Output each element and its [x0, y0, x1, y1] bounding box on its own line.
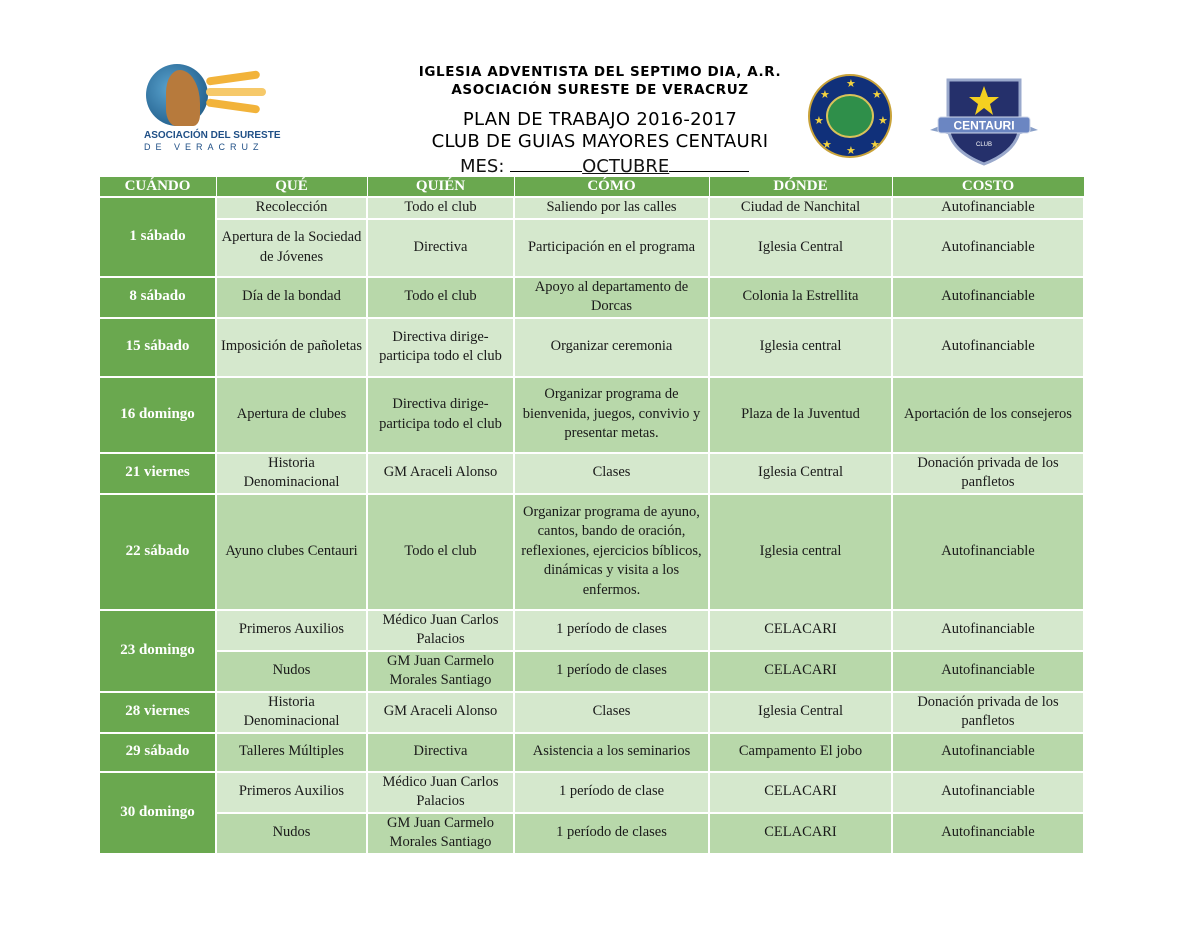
church-title: IGLESIA ADVENTISTA DEL SEPTIMO DIA, A.R. [418, 64, 782, 80]
flame-ray [206, 98, 261, 113]
cell-que: Ayuno clubes Centauri [216, 494, 367, 610]
cell-donde: Campamento El jobo [709, 733, 892, 772]
cell-costo: Autofinanciable [892, 733, 1084, 772]
table-row [99, 494, 1084, 610]
cell-costo: Autofinanciable [892, 318, 1084, 377]
day-cell: 28 viernes [99, 692, 216, 733]
cell-que: Historia Denominacional [216, 453, 367, 494]
table-row [99, 197, 1084, 219]
cell-donde: Iglesia central [709, 494, 892, 610]
cell-como: Organizar programa de bienvenida, juegos, convivio y presentar metas. [514, 377, 709, 453]
cell-costo: Autofinanciable [892, 219, 1084, 277]
centauri-shield-icon [926, 74, 1042, 166]
cell-como: 1 período de clases [514, 813, 709, 854]
cell-donde: CELACARI [709, 772, 892, 813]
cell-donde: CELACARI [709, 651, 892, 692]
cell-quien: Todo el club [367, 494, 514, 610]
star-icon: ★ [870, 139, 880, 151]
cell-que: Apertura de la Sociedad de Jóvenes [216, 219, 367, 277]
cell-costo: Autofinanciable [892, 651, 1084, 692]
cell-que: Primeros Auxilios [216, 772, 367, 813]
cell-donde: Iglesia central [709, 318, 892, 377]
month-line [460, 153, 749, 177]
cell-quien: Todo el club [367, 197, 514, 219]
cell-como: 1 período de clase [514, 772, 709, 813]
table-row [99, 733, 1084, 772]
cell-quien: Médico Juan Carlos Palacios [367, 610, 514, 651]
day-cell: 1 sábado [99, 197, 216, 277]
month-value: OCTUBRE [582, 156, 670, 177]
header-donde: DÓNDE [709, 177, 892, 198]
table-row [99, 277, 1084, 318]
cell-como: Organizar ceremonia [514, 318, 709, 377]
table-header-row [99, 177, 1084, 198]
header-cuando: CUÁNDO [99, 177, 216, 198]
cell-como: 1 período de clases [514, 610, 709, 651]
cell-quien: Directiva [367, 219, 514, 277]
table-row [99, 318, 1084, 377]
pathfinder-emblem-icon [808, 74, 892, 158]
star-icon: ★ [878, 115, 888, 127]
table-row [99, 610, 1084, 651]
cell-como: Saliendo por las calles [514, 197, 709, 219]
cell-quien: Directiva dirige-participa todo el club [367, 318, 514, 377]
schedule-table [98, 176, 1085, 855]
table-row [99, 772, 1084, 813]
cell-como: Participación en el programa [514, 219, 709, 277]
cell-quien: Directiva dirige-participa todo el club [367, 377, 514, 453]
cell-donde: Colonia la Estrellita [709, 277, 892, 318]
cell-que: Recolección [216, 197, 367, 219]
cell-que: Nudos [216, 813, 367, 854]
flame-ray [206, 70, 261, 85]
table-row [99, 219, 1084, 277]
cell-quien: Directiva [367, 733, 514, 772]
table-row [99, 453, 1084, 494]
cell-como: 1 período de clases [514, 651, 709, 692]
day-cell: 23 domingo [99, 610, 216, 692]
cell-costo: Autofinanciable [892, 813, 1084, 854]
day-cell: 15 sábado [99, 318, 216, 377]
cell-que: Nudos [216, 651, 367, 692]
day-cell: 21 viernes [99, 453, 216, 494]
star-icon: ★ [846, 78, 856, 90]
day-cell: 8 sábado [99, 277, 216, 318]
association-title: ASOCIACIÓN SURESTE DE VERACRUZ [451, 82, 749, 98]
cell-que: Imposición de pañoletas [216, 318, 367, 377]
flame-ray [206, 88, 266, 96]
cell-como: Clases [514, 453, 709, 494]
cell-costo: Autofinanciable [892, 277, 1084, 318]
table-row [99, 813, 1084, 854]
star-icon: ★ [846, 145, 856, 157]
cell-como: Organizar programa de ayuno, cantos, bando de oración, reflexiones, ejercicios bíblicos, dinámicas y visita a los enfermos. [514, 494, 709, 610]
cell-quien: Médico Juan Carlos Palacios [367, 772, 514, 813]
month-label: MES: [460, 156, 505, 177]
cell-que: Apertura de clubes [216, 377, 367, 453]
club-title: CLUB DE GUIAS MAYORES CENTAURI [431, 131, 769, 152]
globe-shape [826, 94, 874, 138]
star-icon: ★ [814, 115, 824, 127]
cell-costo: Donación privada de los panfletos [892, 453, 1084, 494]
asociacion-logo-icon [140, 60, 290, 160]
logo-caption-sub: DE VERACRUZ [144, 142, 264, 152]
centauri-sub: CLUB [975, 142, 993, 148]
cell-quien: GM Juan Carmelo Morales Santiago [367, 813, 514, 854]
plan-title: PLAN DE TRABAJO 2016-2017 [462, 109, 738, 130]
cell-donde: CELACARI [709, 813, 892, 854]
cell-costo: Autofinanciable [892, 197, 1084, 219]
cell-que: Primeros Auxilios [216, 610, 367, 651]
centauri-label: CENTAURI [953, 118, 1015, 133]
cell-donde: Plaza de la Juventud [709, 377, 892, 453]
cell-donde: Ciudad de Nanchital [709, 197, 892, 219]
table-row [99, 377, 1084, 453]
cell-costo: Donación privada de los panfletos [892, 692, 1084, 733]
cell-costo: Aportación de los consejeros [892, 377, 1084, 453]
header-como: CÓMO [514, 177, 709, 198]
cell-costo: Autofinanciable [892, 610, 1084, 651]
cell-quien: GM Juan Carmelo Morales Santiago [367, 651, 514, 692]
cell-que: Talleres Múltiples [216, 733, 367, 772]
cell-que: Historia Denominacional [216, 692, 367, 733]
cell-donde: Iglesia Central [709, 219, 892, 277]
table-row [99, 692, 1084, 733]
cell-costo: Autofinanciable [892, 772, 1084, 813]
month-blank [669, 153, 749, 172]
star-icon: ★ [872, 89, 882, 101]
logo-caption: ASOCIACIÓN DEL SURESTE [144, 130, 281, 141]
cell-quien: Todo el club [367, 277, 514, 318]
month-blank [510, 153, 582, 172]
day-cell: 30 domingo [99, 772, 216, 854]
cell-donde: Iglesia Central [709, 692, 892, 733]
day-cell: 22 sábado [99, 494, 216, 610]
header-costo: COSTO [892, 177, 1084, 198]
cell-donde: Iglesia Central [709, 453, 892, 494]
cell-como: Apoyo al departamento de Dorcas [514, 277, 709, 318]
cell-como: Clases [514, 692, 709, 733]
header-quien: QUIÉN [367, 177, 514, 198]
cell-quien: GM Araceli Alonso [367, 453, 514, 494]
cell-como: Asistencia a los seminarios [514, 733, 709, 772]
cell-donde: CELACARI [709, 610, 892, 651]
cell-quien: GM Araceli Alonso [367, 692, 514, 733]
star-icon: ★ [822, 139, 832, 151]
cell-que: Día de la bondad [216, 277, 367, 318]
day-cell: 16 domingo [99, 377, 216, 453]
day-cell: 29 sábado [99, 733, 216, 772]
header-que: QUÉ [216, 177, 367, 198]
table-row [99, 651, 1084, 692]
star-icon: ★ [820, 89, 830, 101]
cell-costo: Autofinanciable [892, 494, 1084, 610]
